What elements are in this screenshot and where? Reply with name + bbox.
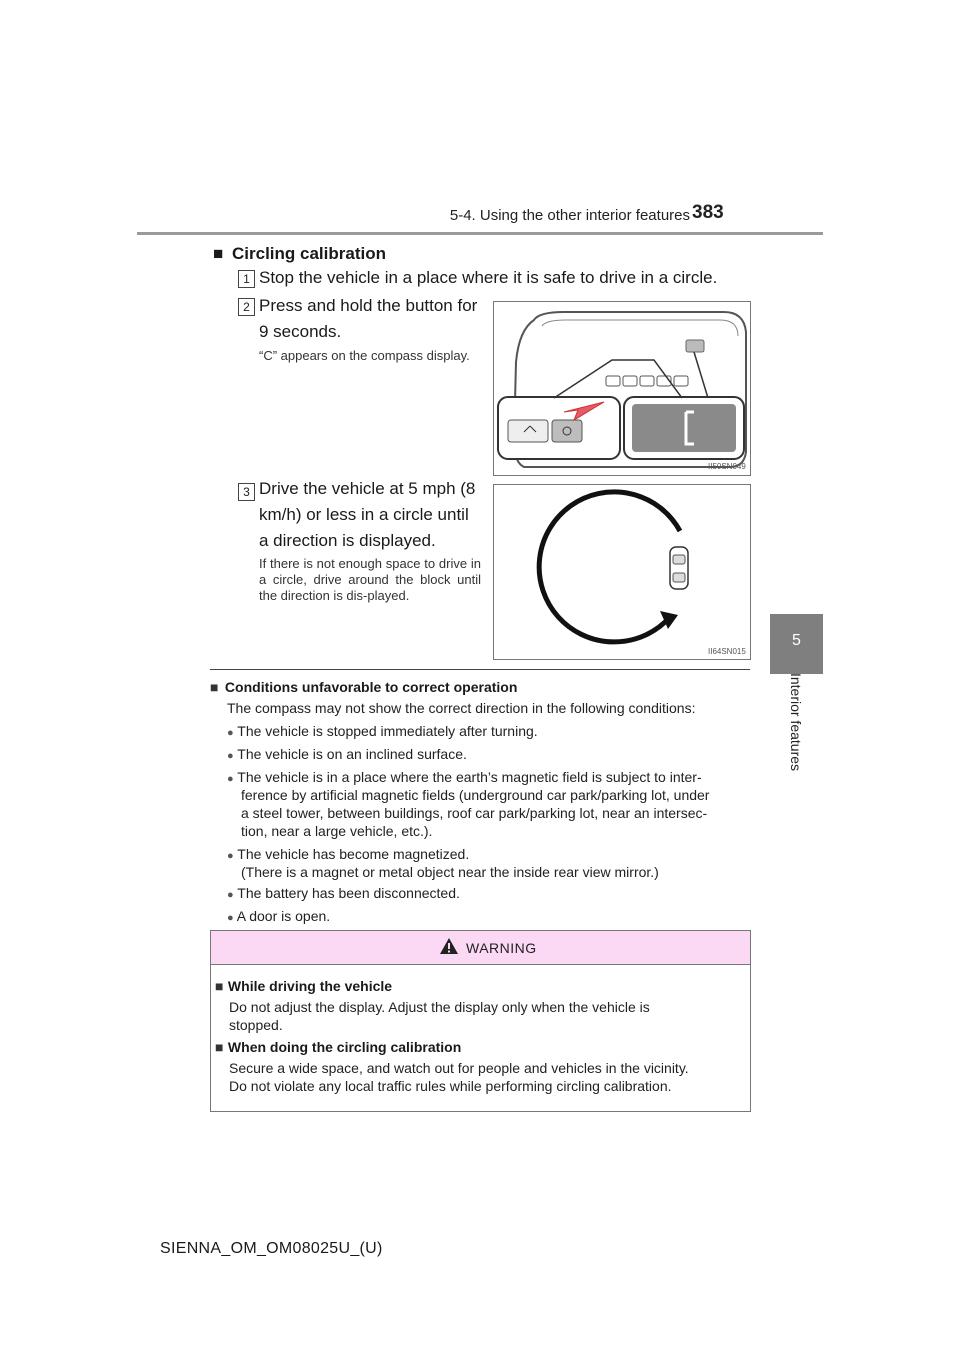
list-item-continued: ference by artificial magnetic fields (underground car park/parking lot, under (241, 787, 710, 803)
square-bullet-icon: ■ (215, 978, 224, 994)
step-3-line-1: Drive the vehicle at 5 mph (8 (259, 479, 476, 498)
list-item-continued: (There is a magnet or metal object near the inside rear view mirror.) (241, 864, 659, 880)
warning-item-2-text: Secure a wide space, and watch out for people and vehicles in the vicinity. Do not violate any local traffic rules while performing circling calibration. (229, 1060, 689, 1094)
step-2-line-2: 9 seconds. (259, 322, 342, 341)
header-rule (137, 232, 823, 235)
list-item: ● The vehicle is in a place where the earth’s magnetic field is subject to inter- (227, 769, 702, 785)
bullet-icon: ● (227, 750, 234, 762)
circle-figure (493, 484, 751, 660)
bullet-icon: ● (227, 850, 234, 862)
list-item: ● The vehicle has become magnetized. (227, 846, 470, 862)
warning-item-1-text: Do not adjust the display. Adjust the display only when the vehicle is stopped. (229, 999, 650, 1033)
circling-heading (213, 244, 386, 264)
square-bullet-icon: ■ (210, 679, 219, 695)
bullet-icon: ● (227, 889, 234, 901)
section-title: 5-4. Using the other interior features (449, 207, 690, 224)
step-3-line-2: km/h) or less in a circle until (259, 505, 469, 524)
figure-1-code: II50SN049 (708, 462, 746, 471)
section-divider (210, 669, 750, 670)
warning-item-2-heading: ■ When doing the circling calibration (215, 1039, 462, 1055)
warning-header (211, 931, 750, 965)
list-item-continued: tion, near a large vehicle, etc.). (241, 823, 433, 839)
step-1-text: Stop the vehicle in a place where it is safe to drive in a circle. (259, 268, 718, 287)
step-2-text (259, 293, 489, 345)
list-item: ● A door is open. (227, 908, 331, 924)
step-3-badge: 3 (238, 483, 255, 501)
page-number: 383 (692, 202, 724, 223)
list-item: ● The vehicle is stopped immediately after turning. (227, 723, 538, 739)
step-2-note: “C” appears on the compass display. (259, 348, 470, 363)
chapter-number: 5 (792, 632, 801, 649)
conditions-heading (210, 679, 517, 697)
bullet-icon: ● (227, 727, 234, 739)
chapter-label: Interior features (788, 672, 804, 772)
step-1-badge: 1 (238, 270, 255, 288)
step-3-text (259, 476, 489, 554)
warning-box (210, 930, 751, 1112)
warning-item-1-heading: ■ While driving the vehicle (215, 978, 393, 994)
step-3-line-3: a direction is displayed. (259, 531, 436, 550)
list-item: ● The battery has been disconnected. (227, 885, 460, 901)
conditions-heading-text: Conditions unfavorable to correct operation (224, 679, 518, 695)
figure-2-code: II64SN015 (708, 647, 746, 656)
list-item-continued: a steel tower, between buildings, roof car park/parking lot, near an intersec- (241, 805, 708, 821)
mirror-compass-illustration (494, 302, 750, 475)
step-3-note: If there is not enough space to drive in a circle, drive around the block until the direction is dis-played. (259, 556, 481, 603)
square-bullet-icon: ■ (213, 244, 224, 263)
square-bullet-icon: ■ (215, 1039, 224, 1055)
warning-title: WARNING (466, 940, 537, 956)
mirror-figure (493, 301, 751, 476)
step-2-line-1: Press and hold the button for (259, 296, 478, 315)
bullet-icon: ● (227, 773, 234, 785)
list-item: ● The vehicle is on an inclined surface. (227, 746, 467, 762)
document-id: SIENNA_OM_OM08025U_(U) (160, 1240, 383, 1257)
circle-drive-illustration (494, 485, 750, 659)
step-2-badge: 2 (238, 298, 255, 316)
warning-triangle-icon (439, 937, 459, 955)
circling-heading-text: Circling calibration (232, 244, 386, 263)
conditions-intro: The compass may not show the correct direction in the following conditions: (227, 700, 696, 716)
bullet-icon: ● (227, 912, 234, 924)
